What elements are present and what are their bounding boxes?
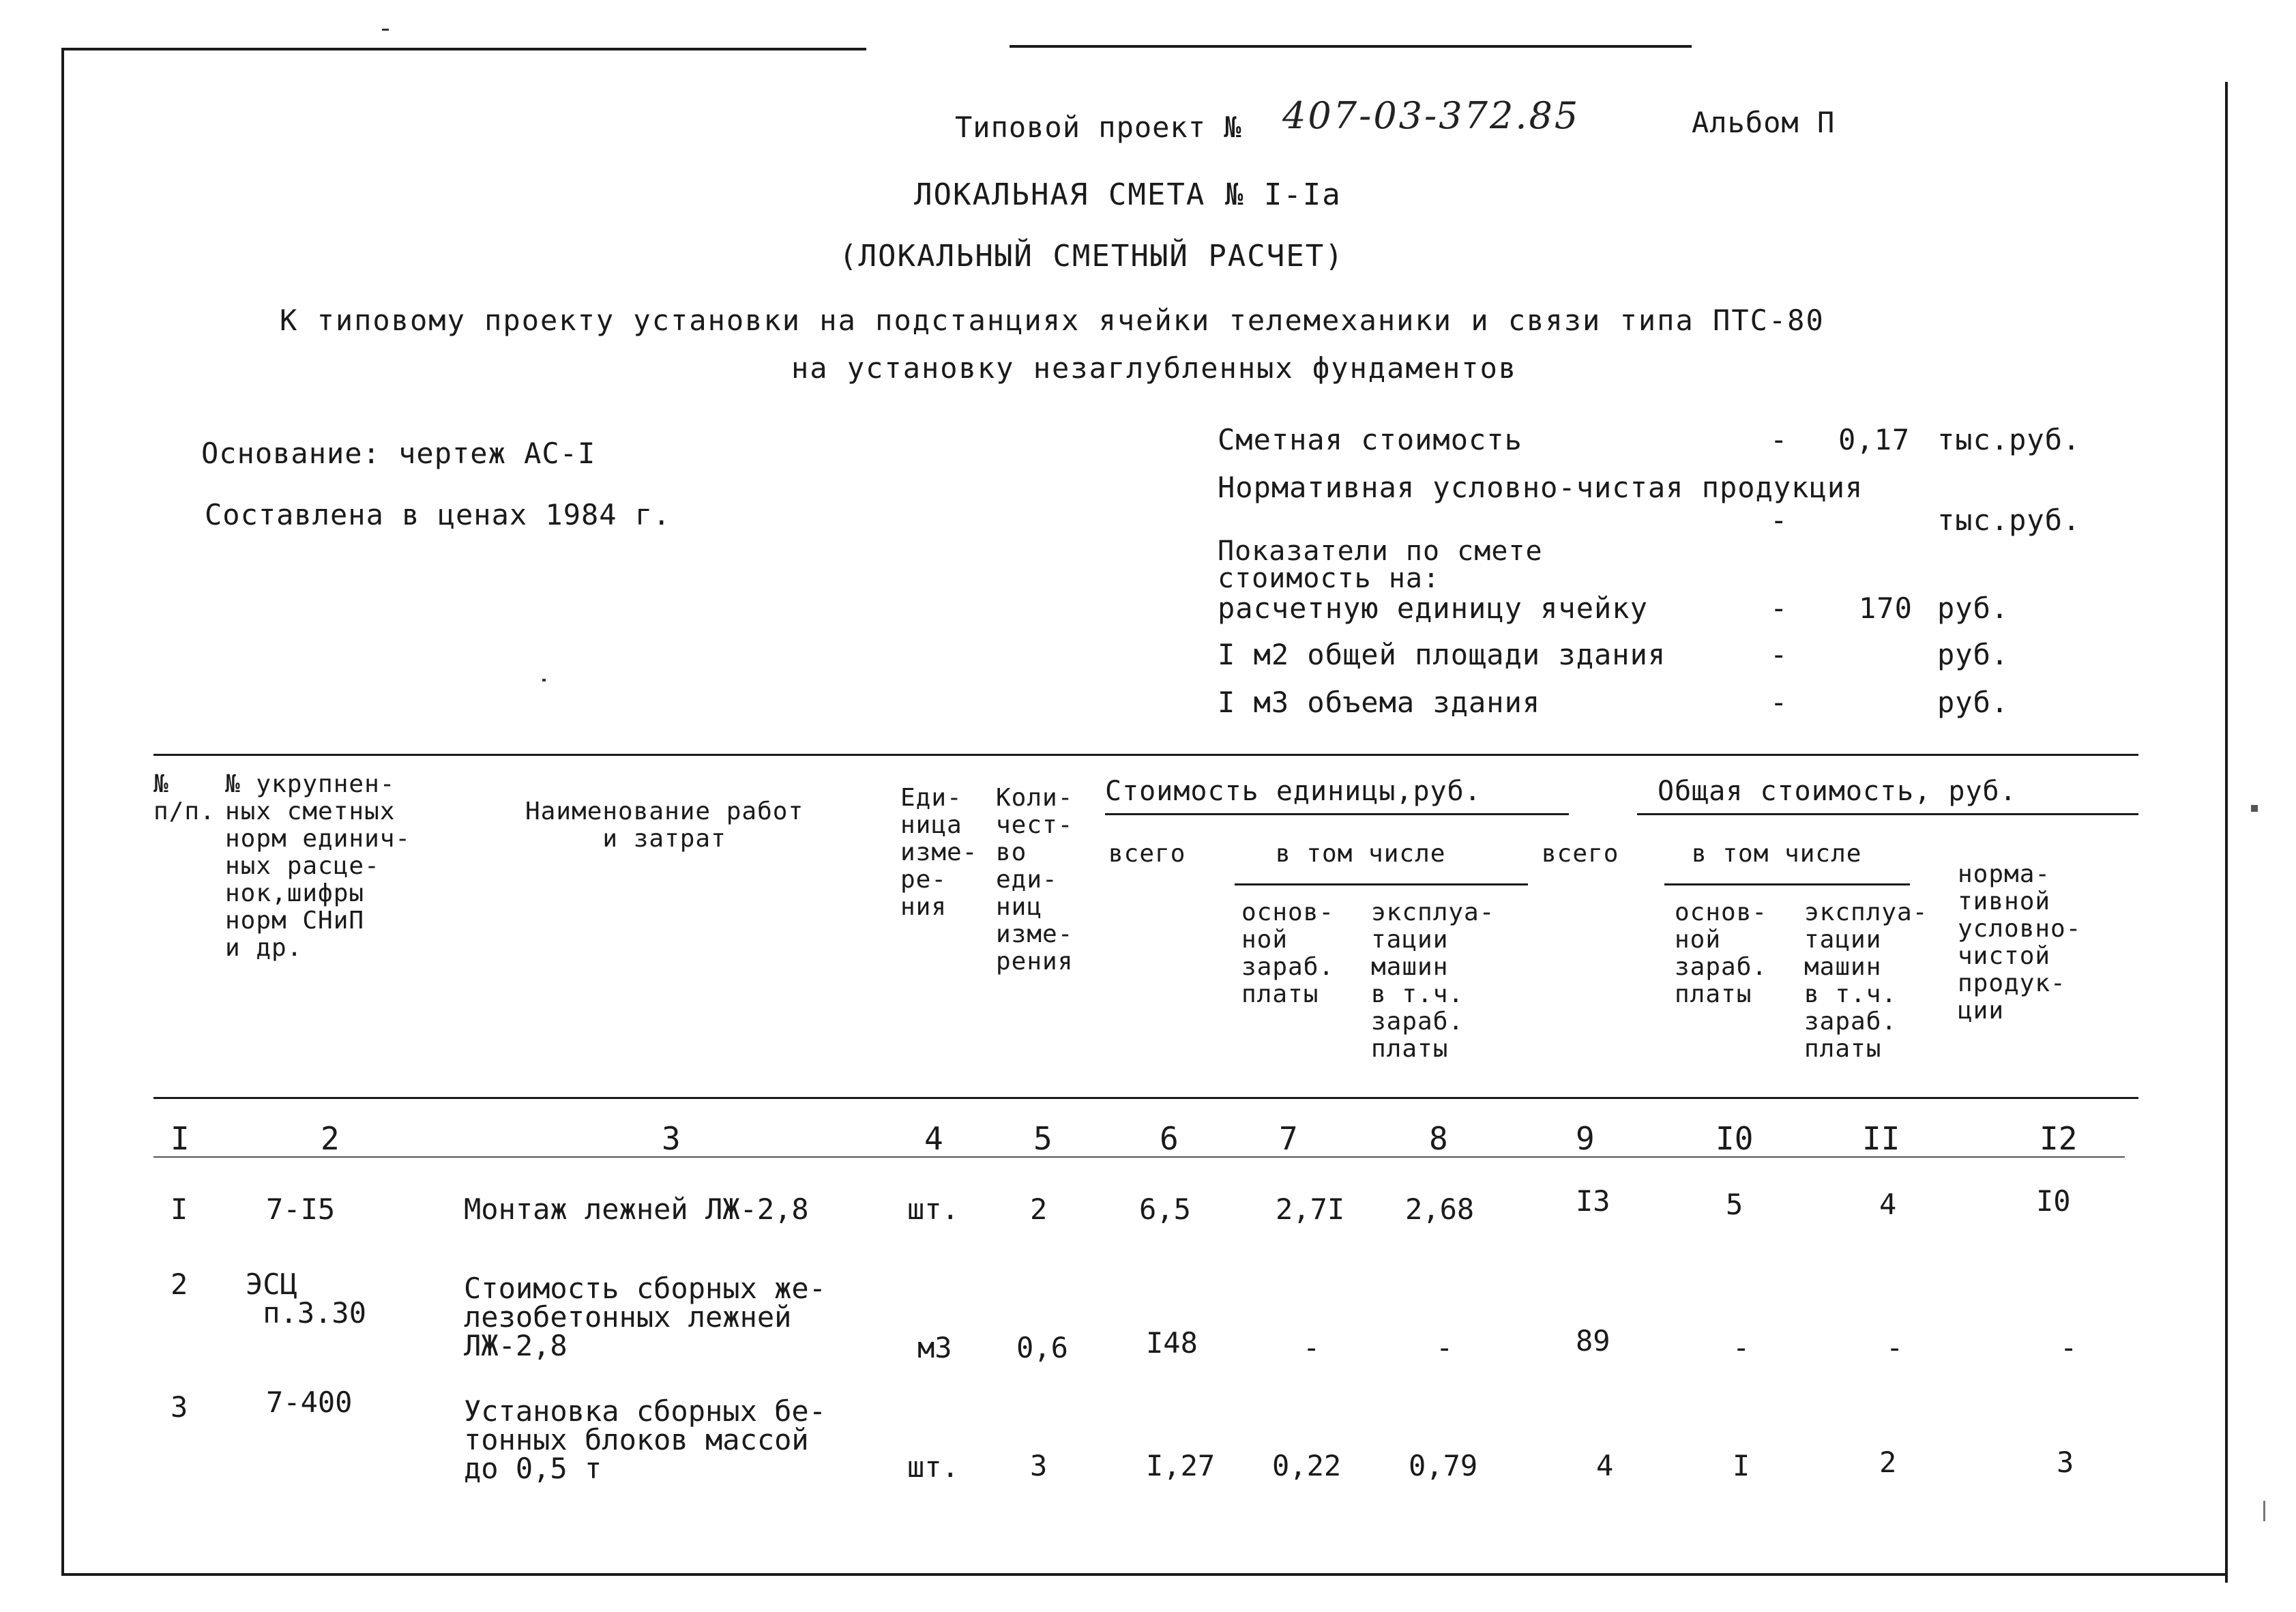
header-total-machines: эксплуа- тации машин в т.ч. зараб. платы	[1804, 898, 1928, 1063]
table-row-1-unit-wages: 2,7I	[1276, 1192, 1345, 1226]
column-number-10: I0	[1716, 1120, 1754, 1157]
column-number-12: I2	[2040, 1120, 2078, 1157]
table-row-1-total-machines: 4	[1879, 1188, 1897, 1221]
incl-1-rule	[1235, 883, 1528, 885]
unit-cost-group-rule	[1105, 813, 1569, 815]
scan-speck	[542, 679, 546, 682]
column-number-4: 4	[924, 1120, 943, 1157]
project-number: 407-03-372.85	[1282, 94, 1580, 137]
frame-top-line-right	[1010, 45, 1692, 48]
table-row-1-total: I3	[1576, 1184, 1610, 1218]
table-row-1-name: Монтаж лежней ЛЖ-2,8	[464, 1192, 809, 1226]
column-number-5: 5	[1033, 1120, 1053, 1157]
per-m3-label: I м3 объема здания	[1218, 686, 1541, 719]
project-description: К типовому проекту установки на подстанциях ячейки телемеханики и связи типа ПТС-80	[280, 304, 1825, 337]
header-unit-total: всего	[1108, 840, 1186, 868]
table-top-rule	[153, 754, 2138, 756]
per-m3-dash: -	[1770, 686, 1789, 719]
header-work-name: Наименование работ и затрат	[525, 797, 804, 853]
table-row-2-code: ЭСЦ п.3.30	[246, 1267, 367, 1330]
table-row-2-total: 89	[1576, 1324, 1610, 1358]
scan-speck	[2263, 1501, 2265, 1521]
estimated-cost-dash: -	[1770, 423, 1789, 456]
header-row-number: № п/п.	[153, 770, 216, 825]
total-cost-group-rule	[1637, 813, 2138, 815]
header-norm-code: № укрупнен- ных сметных норм единич- ных расце- нок,шифры норм СНиП и др.	[225, 770, 411, 962]
per-m3-unit: руб.	[1937, 686, 2010, 719]
frame-left-line	[61, 48, 64, 1576]
table-row-2-unit-machines: -	[1436, 1331, 1454, 1364]
table-row-3-code: 7-400	[266, 1386, 353, 1419]
table-row-3-unit-total: I,27	[1146, 1449, 1216, 1482]
table-row-1-code: 7-I5	[266, 1192, 336, 1226]
table-row-2-unit: м3	[917, 1331, 952, 1364]
header-unit-including: в том числе	[1276, 840, 1446, 868]
per-unit-unit: руб.	[1937, 591, 2010, 625]
table-row-3-unit-machines: 0,79	[1409, 1449, 1478, 1482]
header-total-cost-group: Общая стоимость, руб.	[1658, 776, 2017, 807]
table-row-3-unit-wages: 0,22	[1272, 1449, 1342, 1482]
indicators-label: Показатели по смете	[1218, 536, 1543, 567]
header-unit-machines: эксплуа- тации машин в т.ч. зараб. платы	[1371, 898, 1495, 1063]
table-row-2-unit-total: I48	[1146, 1326, 1198, 1360]
header-bottom-rule	[153, 1097, 2138, 1099]
header-normative-output: норма- тивной условно- чистой продук- ции	[1958, 860, 2082, 1025]
album-label: Альбом П	[1692, 106, 1836, 139]
scan-speck	[382, 29, 389, 31]
table-row-1-total-wages: 5	[1726, 1188, 1743, 1221]
column-number-2: 2	[321, 1120, 340, 1157]
frame-bottom-line	[61, 1573, 2228, 1576]
header-total: всего	[1542, 840, 1619, 868]
per-unit-value: 170	[1859, 591, 1913, 625]
prices-line: Составлена в ценах 1984 г.	[205, 498, 671, 531]
table-row-3-unit: шт.	[907, 1450, 959, 1484]
header-unit: Еди- ница изме- ре- ния	[900, 784, 978, 921]
table-row-1-number: I	[171, 1192, 188, 1226]
incl-2-rule	[1664, 883, 1910, 885]
header-total-including: в том числе	[1692, 840, 1862, 868]
table-row-1-unit-total: 6,5	[1139, 1192, 1191, 1226]
table-row-3-name: Установка сборных бе- тонных блоков массой до 0,5 т	[464, 1394, 827, 1485]
table-row-2-total-wages: -	[1733, 1331, 1750, 1364]
header-total-wages: основ- ной зараб. платы	[1675, 898, 1768, 1008]
column-number-3: 3	[662, 1120, 681, 1157]
table-row-3-total-wages: I	[1733, 1449, 1750, 1482]
table-row-2-qty: 0,6	[1016, 1331, 1068, 1364]
table-row-2-name: Стоимость сборных же- лезобетонных лежней ЛЖ-2,8	[464, 1272, 827, 1362]
column-numbers-rule	[153, 1156, 2125, 1158]
table-row-3-number: 3	[171, 1390, 188, 1424]
frame-top-line	[61, 48, 866, 50]
table-row-1-qty: 2	[1030, 1192, 1048, 1226]
table-row-2-unit-wages: -	[1303, 1331, 1321, 1364]
table-row-3-total: 4	[1596, 1449, 1614, 1482]
normative-output-label: Нормативная условно-чистая продукция	[1218, 471, 1864, 504]
table-row-1-unit: шт.	[907, 1192, 959, 1226]
table-row-3-qty: 3	[1030, 1449, 1048, 1482]
column-number-8: 8	[1429, 1120, 1448, 1157]
table-row-1-normative: I0	[2036, 1184, 2071, 1218]
header-quantity: Коли- чест- во еди- ниц изме- рения	[996, 784, 1074, 976]
table-row-2-total-machines: -	[1886, 1331, 1904, 1364]
per-unit-dash: -	[1770, 591, 1789, 625]
column-number-9: 9	[1576, 1120, 1595, 1157]
header-unit-wages: основ- ной зараб. платы	[1241, 898, 1335, 1008]
basis-line: Основание: чертеж АС-I	[201, 437, 596, 470]
estimated-cost-label: Сметная стоимость	[1218, 423, 1522, 456]
header-unit-cost-group: Стоимость единицы,руб.	[1105, 776, 1482, 807]
project-description-cont: на установку незаглубленных фундаментов	[791, 351, 1518, 385]
scan-speck	[2251, 805, 2258, 812]
column-number-1: I	[171, 1120, 190, 1157]
estimated-cost-value: 0,17	[1838, 423, 1911, 456]
indicators-label-2: стоимость на:	[1218, 563, 1441, 594]
estimated-cost-unit: тыс.руб.	[1937, 423, 2081, 456]
per-m2-unit: руб.	[1937, 638, 2010, 671]
normative-output-dash: -	[1770, 503, 1789, 537]
column-number-7: 7	[1279, 1120, 1298, 1157]
estimate-title: ЛОКАЛЬНАЯ СМЕТА № I-Iа	[914, 177, 1342, 212]
column-number-11: II	[1862, 1120, 1900, 1157]
table-row-2-number: 2	[171, 1267, 188, 1301]
estimate-subtitle: (ЛОКАЛЬНЫЙ СМЕТНЫЙ РАСЧЕТ)	[839, 239, 1344, 274]
project-label: Типовой проект №	[955, 111, 1242, 144]
per-m2-dash: -	[1770, 638, 1789, 671]
normative-output-unit: тыс.руб.	[1937, 503, 2081, 537]
table-row-1-unit-machines: 2,68	[1405, 1192, 1475, 1226]
per-unit-label: расчетную единицу ячейку	[1218, 591, 1648, 625]
frame-right-line	[2225, 82, 2228, 1583]
table-row-3-normative: 3	[2057, 1446, 2074, 1479]
per-m2-label: I м2 общей площади здания	[1218, 638, 1666, 671]
table-row-2-normative: -	[2060, 1331, 2078, 1364]
table-row-3-total-machines: 2	[1879, 1446, 1897, 1479]
column-number-6: 6	[1160, 1120, 1179, 1157]
